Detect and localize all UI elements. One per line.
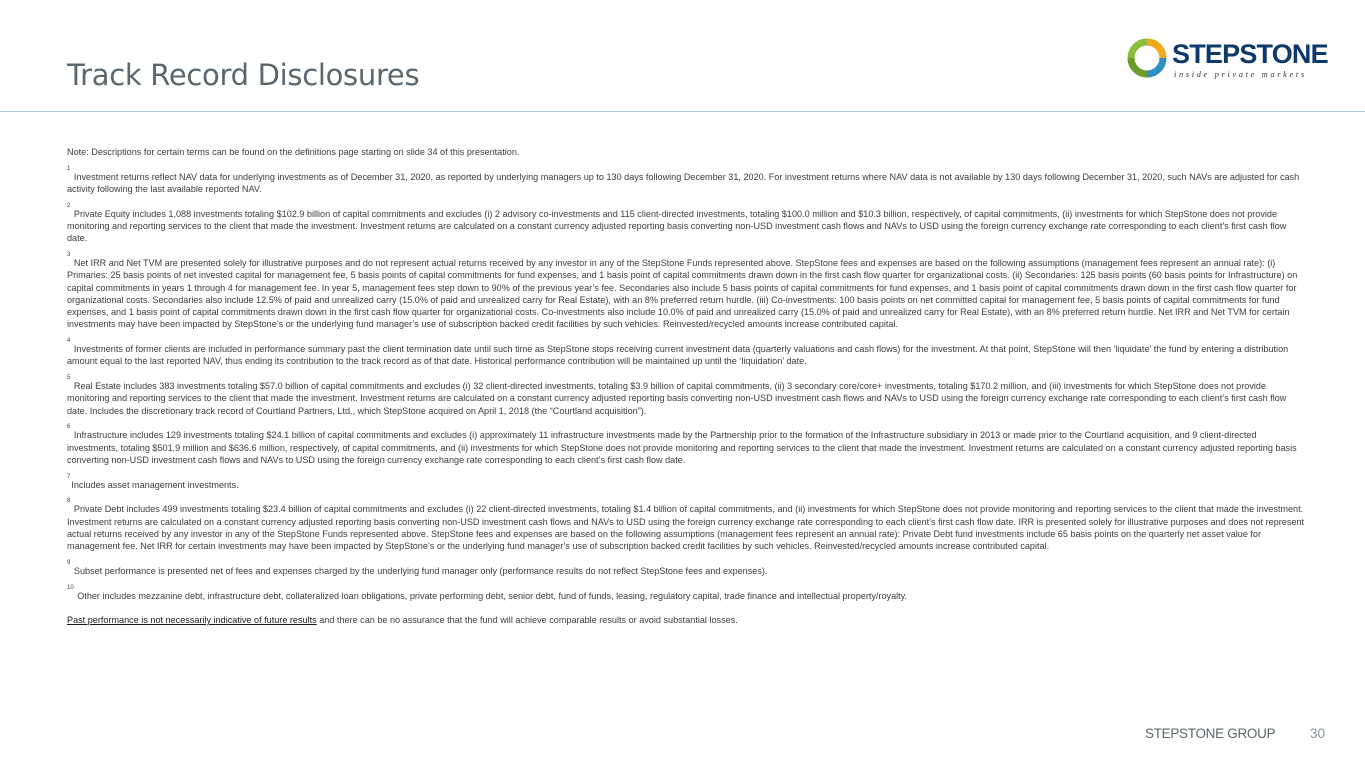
footnote-7 [67,473,1305,491]
footnote-text: Other includes mezzanine debt, infrastructure debt, collateralized loan obligations, private performing debt, senior debt, fund of funds, leasing, regulatory capital, trade finance and intellectual property/royalty. [77,590,908,601]
footnote-number: 10 [67,584,74,591]
footnote-text: Includes asset management investments. [71,479,239,490]
footnote-8 [67,498,1305,552]
footnote-number: 3 [67,251,71,258]
logo-tagline: inside private markets [1174,69,1307,79]
footnote-text: Real Estate includes 383 investments totaling $57.0 billion of capital commitments and excludes (i) 32 client-directed investments, totaling $3.9 billion of capital commitments, (ii) 3 secondary core/core+ investments, totaling $170.2 million, and (iii) investments for which StepStone does not provide monitoring and reporting services to the client that made the investment. Investment returns are calculated on a constant currency adjusted reporting basis converting non-USD investment cash flows and NAVs to USD using the foreign currency exchange rate corresponding to each client’s first cash flow date. Includes the discretionary track record of Courtland Partners, Ltd., which StepStone acquired on April 1, 2018 (the “Courtland acquisition”). [67,381,1287,416]
footnote-text: Net IRR and Net TVM are presented solely for illustrative purposes and do not represent actual returns received by any investor in any of the StepStone Funds represented above. StepStone fees and expenses are based on the following assumptions (management fees represent an annual rate): (i) Primaries: 25 basis points of net invested capital for management fee, 5 basis points of capital commitments for fund expenses, and 1 basis point of capital commitments drawn down in the first cash flow quarter for organizational costs. (ii) Secondaries: 125 basis points (60 basis points for Infrastructure) on capital commitments in years 1 through 4 for management fee. In year 5, management fees step down to 90% of the previous year’s fee. Secondaries also include 5 basis points of capital commitments for fund expenses, and 1 basis point of capital commitments drawn down in the first cash flow quarter for organizational costs. Secondaries also include 12.5% of paid and unrealized carry (15.0% of paid and unrealized carry for Real Estate), with an 8% preferred return hurdle. (iii) Co-investments: 100 basis points on net committed capital for management fee, 5 basis points of capital commitments for fund expenses, and 1 basis point of capital commitments drawn down in the first cash flow quarter for organizational costs. Co-investments also include 10.0% of paid and unrealized carry (15.0% of paid and unrealized carry for Real Estate), with an 8% preferred return hurdle. Net IRR and Net TVM for certain investments may have been impacted by StepStone’s or the underlying fund manager’s use of subscription backed credit facilities by such vehicles. Reinvested/recycled amounts increase contributed capital. [67,257,1298,330]
past-performance-rest: and there can be no assurance that the fund will achieve comparable results or avoid substantial losses. [316,615,738,626]
logo-wordmark: STEPSTONE [1172,39,1328,69]
footnote-text: Infrastructure includes 129 investments totaling $24.1 billion of capital commitments and excludes (i) approximately 11 infrastructure investments made by the Partnership prior to the formation of the Infrastructure subsidiary in 2013 or made prior to the Courtland acquisition, and 9 client-directed investments, totaling $501.9 million and $636.6 million, respectively, of capital commitments, and (ii) investments for which StepStone does not provide monitoring and reporting services to the client that made the investment. Investment returns are calculated on a constant currency adjusted reporting basis converting non-USD investment cash flows and NAVs to USD using the foreign currency exchange rate corresponding to each client’s first cash flow date. [67,430,1297,465]
footnote-1 [67,165,1305,196]
footnote-number: 6 [67,424,71,431]
logo-ring-icon [1125,36,1169,80]
footnote-number: 7 [67,473,71,480]
footnote-text: Subset performance is presented net of fees and expenses charged by the underlying fund manager only (performance results do not reflect StepStone fees and expenses). [73,565,768,576]
footnote-number: 2 [67,202,71,209]
footnote-5 [67,375,1305,417]
footnote-text: Private Debt includes 499 investments totaling $23.4 billion of capital commitments and excludes (i) 22 client-directed investments, totaling $1.4 billion of capital commitments, and (ii) investments for which StepStone does not provide monitoring and reporting services to the client that made the investment. Investment returns are calculated on a constant currency adjusted reporting basis converting non-USD investment cash flows and NAVs to USD using the foreign currency exchange rate corresponding to each client’s first cash flow date. IRR is presented solely for illustrative purposes and does not represent actual returns received by any investor in any of the StepStone Funds represented above. StepStone fees and expenses are based on the following assumptions (management fees represent an annual rate): Private Debt fund investments include 65 basis points on the quarterly net asset value for management fee. Net IRR for certain investments may have been impacted by StepStone’s or the underlying fund manager’s use of subscription backed credit facilities by such vehicles. Reinvested/recycled amounts increase contributed capital. [67,504,1305,552]
past-performance-lead: Past performance is not necessarily indicative of future results [67,615,317,626]
page-title: Track Record Disclosures [67,58,420,92]
footnote-2 [67,202,1305,245]
footnote-6 [67,424,1305,466]
footnote-10 [67,584,1305,602]
page-number: 30 [1310,726,1326,741]
footnote-number: 8 [67,498,71,505]
footnote-number: 5 [67,375,71,382]
footer-company: STEPSTONE GROUP [1145,726,1276,741]
footnote-number: 9 [67,559,71,566]
footnote-text: Investments of former clients are included in performance summary past the client termination date until such time as StepStone stops receiving current investment data (quarterly valuations and cash flows) for the investment. At that point, StepStone will then ‘liquidate’ the fund by entering a distribution amount equal to the last reported NAV, thus ending its contribution to the track record as of that date. Historical performance contribution will be maintained up until the ‘liquidation’ date. [67,344,1289,367]
past-performance-note [67,614,1305,626]
footnote-text: Investment returns reflect NAV data for underlying investments as of December 31, 2020, as reported by underlying managers up to 130 days following December 31, 2020. For investment returns where NAV data is not available by 130 days following December 31, 2020, such NAVs are adjusted for cash activity following the last available reported NAV. [67,171,1300,194]
footnote-number: 1 [67,165,71,172]
footnote-text: Private Equity includes 1,088 investments totaling $102.9 billion of capital commitments and excludes (i) 2 advisory co-investments and 115 client-directed investments, totaling $100.0 million and $10.3 billion, respectively, of capital commitments, (ii) investments for which StepStone does not provide monitoring and reporting services to the client that made the investment. Investment returns are calculated on a constant currency adjusted reporting basis converting non-USD investment cash flows and NAVs to USD using the foreign currency exchange rate corresponding to each client’s first cash flow date. [67,208,1287,244]
footnote-3 [67,251,1305,331]
header-divider [0,111,1365,112]
footnote-4 [67,338,1305,368]
intro-note: Note: Descriptions for certain terms can be found on the definitions page starting on slide 34 of this presentation. [67,147,520,157]
disclosure-notes [67,146,1305,639]
footnote-number: 4 [67,338,71,345]
stepstone-logo [1125,36,1328,82]
footnote-9 [67,559,1305,577]
